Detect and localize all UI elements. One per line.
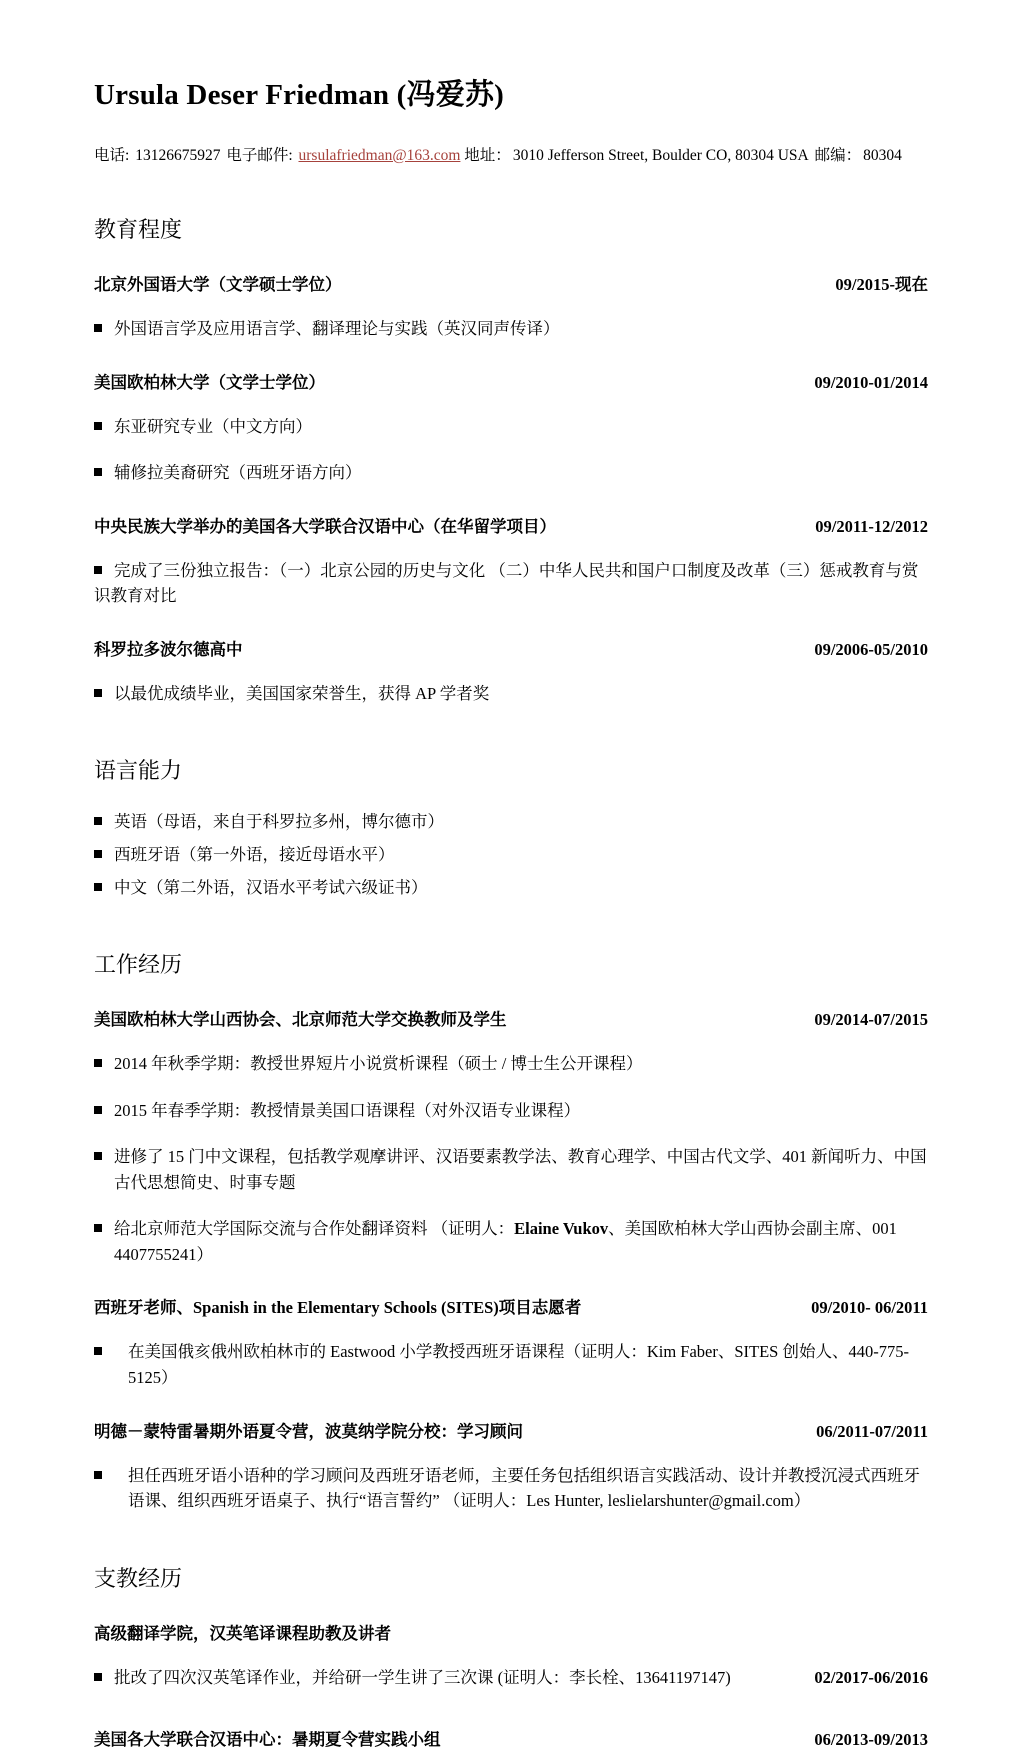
entry-title: 西班牙老师、Spanish in the Elementary Schools (SITES)项目志愿者 <box>94 1298 582 1318</box>
bullet-text-pre: 给北京师范大学国际交流与合作处翻译资料 （证明人： <box>114 1219 515 1239</box>
entry-date: 02/2017-06/2016 <box>814 1667 928 1687</box>
list-item <box>94 875 928 901</box>
bullet-square-icon <box>94 422 102 430</box>
list-item <box>94 558 928 609</box>
entry-date: 09/2006-05/2010 <box>814 639 928 659</box>
education-entry <box>94 369 928 393</box>
list-item <box>94 1144 928 1195</box>
list-item <box>94 681 928 707</box>
bullet-text: 担任西班牙语小语种的学习顾问及西班牙语老师，主要任务包括组织语言实践活动、设计并教授沉浸式西班牙语课、组织西班牙语桌子、执行“语言誓约” （证明人：Les Hunter, leslielarshunter@gmail.com） <box>128 1465 920 1511</box>
section-heading-teaching: 支教经历 <box>94 1565 183 1591</box>
bullet-square-icon <box>94 468 102 476</box>
bullet-square-icon <box>94 1059 102 1067</box>
section-heading-education: 教育程度 <box>94 217 183 242</box>
bullet-text: 西班牙语（第一外语，接近母语水平） <box>114 844 395 864</box>
education-entry <box>94 636 928 660</box>
bullet-square-icon <box>94 850 102 858</box>
entry-title: 中央民族大学举办的美国各大学联合汉语中心（在华留学项目） <box>94 516 556 536</box>
entry-title: 北京外国语大学（文学硕士学位） <box>94 275 342 294</box>
bullet-square-icon <box>94 817 102 825</box>
address-label: 地址： <box>464 147 511 164</box>
work-entry <box>94 1418 928 1442</box>
bullet-square-icon <box>94 1673 102 1681</box>
list-item <box>94 414 928 440</box>
entry-title: 美国各大学联合汉语中心：暑期夏令营实践小组 <box>94 1730 441 1750</box>
bullet-square-icon <box>94 1106 102 1114</box>
contact-line <box>94 143 928 165</box>
teaching-entry <box>94 1726 928 1750</box>
entry-date: 09/2014-07/2015 <box>814 1010 928 1030</box>
bullet-text: 外国语言学及应用语言学、翻译理论与实践（英汉同声传译） <box>114 319 560 338</box>
bullet-text: 2014 年秋季学期：教授世界短片小说赏析课程（硕士 / 博士生公开课程） <box>114 1054 643 1074</box>
list-item <box>94 1216 928 1267</box>
list-item <box>94 1665 928 1691</box>
entry-title: 明德－蒙特雷暑期外语夏令营，波莫纳学院分校：学习顾问 <box>94 1421 523 1441</box>
education-entry <box>94 271 928 295</box>
email-label: 电子邮件: <box>226 147 293 164</box>
page-title: Ursula Deser Friedman (冯爱苏) <box>94 79 504 111</box>
bullet-square-icon <box>94 1152 102 1160</box>
bullet-text: 辅修拉美裔研究（西班牙语方向） <box>114 463 362 483</box>
bullet-text: 英语（母语，来自于科罗拉多州，博尔德市） <box>114 812 444 832</box>
bullet-square-icon <box>94 1471 102 1479</box>
bullet-text: 进修了 15 门中文课程，包括教学观摩讲评、汉语要素教学法、教育心理学、中国古代文学、401 新闻听力、中国古代思想简史、时事专题 <box>114 1147 927 1192</box>
list-item <box>94 1339 928 1390</box>
list-item <box>94 460 928 486</box>
entry-title: 高级翻译学院，汉英笔译课程助教及讲者 <box>94 1623 391 1643</box>
email-link[interactable]: ursulafriedman@163.com <box>298 147 461 164</box>
section-heading-language: 语言能力 <box>94 758 183 784</box>
list-item <box>94 1463 928 1514</box>
entry-date: 09/2010- 06/2011 <box>811 1298 928 1318</box>
bullet-text <box>114 1216 928 1267</box>
bullet-text: 中文（第二外语，汉语水平考试六级证书） <box>114 877 428 897</box>
entry-date: 09/2011-12/2012 <box>815 516 928 536</box>
phone-label: 电话: <box>94 147 130 164</box>
list-item <box>94 316 928 342</box>
work-entry <box>94 1006 928 1030</box>
entry-title: 美国欧柏林大学山西协会、北京师范大学交换教师及学生 <box>94 1010 507 1030</box>
list-item <box>94 1051 928 1077</box>
entry-title: 美国欧柏林大学（文学士学位） <box>94 372 325 392</box>
entry-date: 09/2010-01/2014 <box>814 372 928 392</box>
bullet-square-icon <box>94 566 102 574</box>
bullet-text: 以最优成绩毕业，美国国家荣誉生，获得 AP 学者奖 <box>114 683 490 703</box>
address-value: 3010 Jefferson Street, Boulder CO, 80304 USA <box>512 147 809 164</box>
education-entry <box>94 513 928 537</box>
postal-label: 邮编： <box>814 147 862 164</box>
bullet-square-icon <box>94 1224 102 1232</box>
bullet-text: 完成了三份独立报告：（一）北京公园的历史与文化 （二）中华人民共和国户口制度及改革（三）惩戒教育与赏识教育对比 <box>94 560 919 606</box>
teaching-entry <box>94 1620 928 1644</box>
referee-name: Elaine Vukov <box>514 1219 609 1239</box>
entry-date: 06/2011-07/2011 <box>816 1421 928 1441</box>
bullet-square-icon <box>94 883 102 891</box>
list-item <box>94 842 928 868</box>
section-heading-work: 工作经历 <box>94 952 183 978</box>
bullet-square-icon <box>94 1347 102 1355</box>
bullet-text-post: 、美国欧柏林大学山西协会副主席、001 4407755241） <box>114 1219 897 1264</box>
entry-title: 科罗拉多波尔德高中 <box>94 639 243 659</box>
work-entry <box>94 1294 928 1318</box>
entry-date: 09/2015-现在 <box>835 275 928 294</box>
bullet-text: 2015 年春季学期：教授情景美国口语课程（对外汉语专业课程） <box>114 1100 581 1120</box>
list-item <box>94 809 928 835</box>
postal-value: 80304 <box>863 147 902 164</box>
bullet-square-icon <box>94 324 102 332</box>
entry-date: 06/2013-09/2013 <box>814 1730 928 1750</box>
bullet-square-icon <box>94 689 102 697</box>
bullet-text: 批改了四次汉英笔译作业，并给研一学生讲了三次课 (证明人：李长栓、13641197147) <box>114 1667 731 1687</box>
phone-value: 13126675927 <box>135 147 221 164</box>
bullet-text: 在美国俄亥俄州欧柏林市的 Eastwood 小学教授西班牙语课程（证明人：Kim Faber、SITES 创始人、440-775-5125） <box>128 1342 909 1387</box>
bullet-text: 东亚研究专业（中文方向） <box>114 416 312 436</box>
list-item <box>94 1098 928 1124</box>
